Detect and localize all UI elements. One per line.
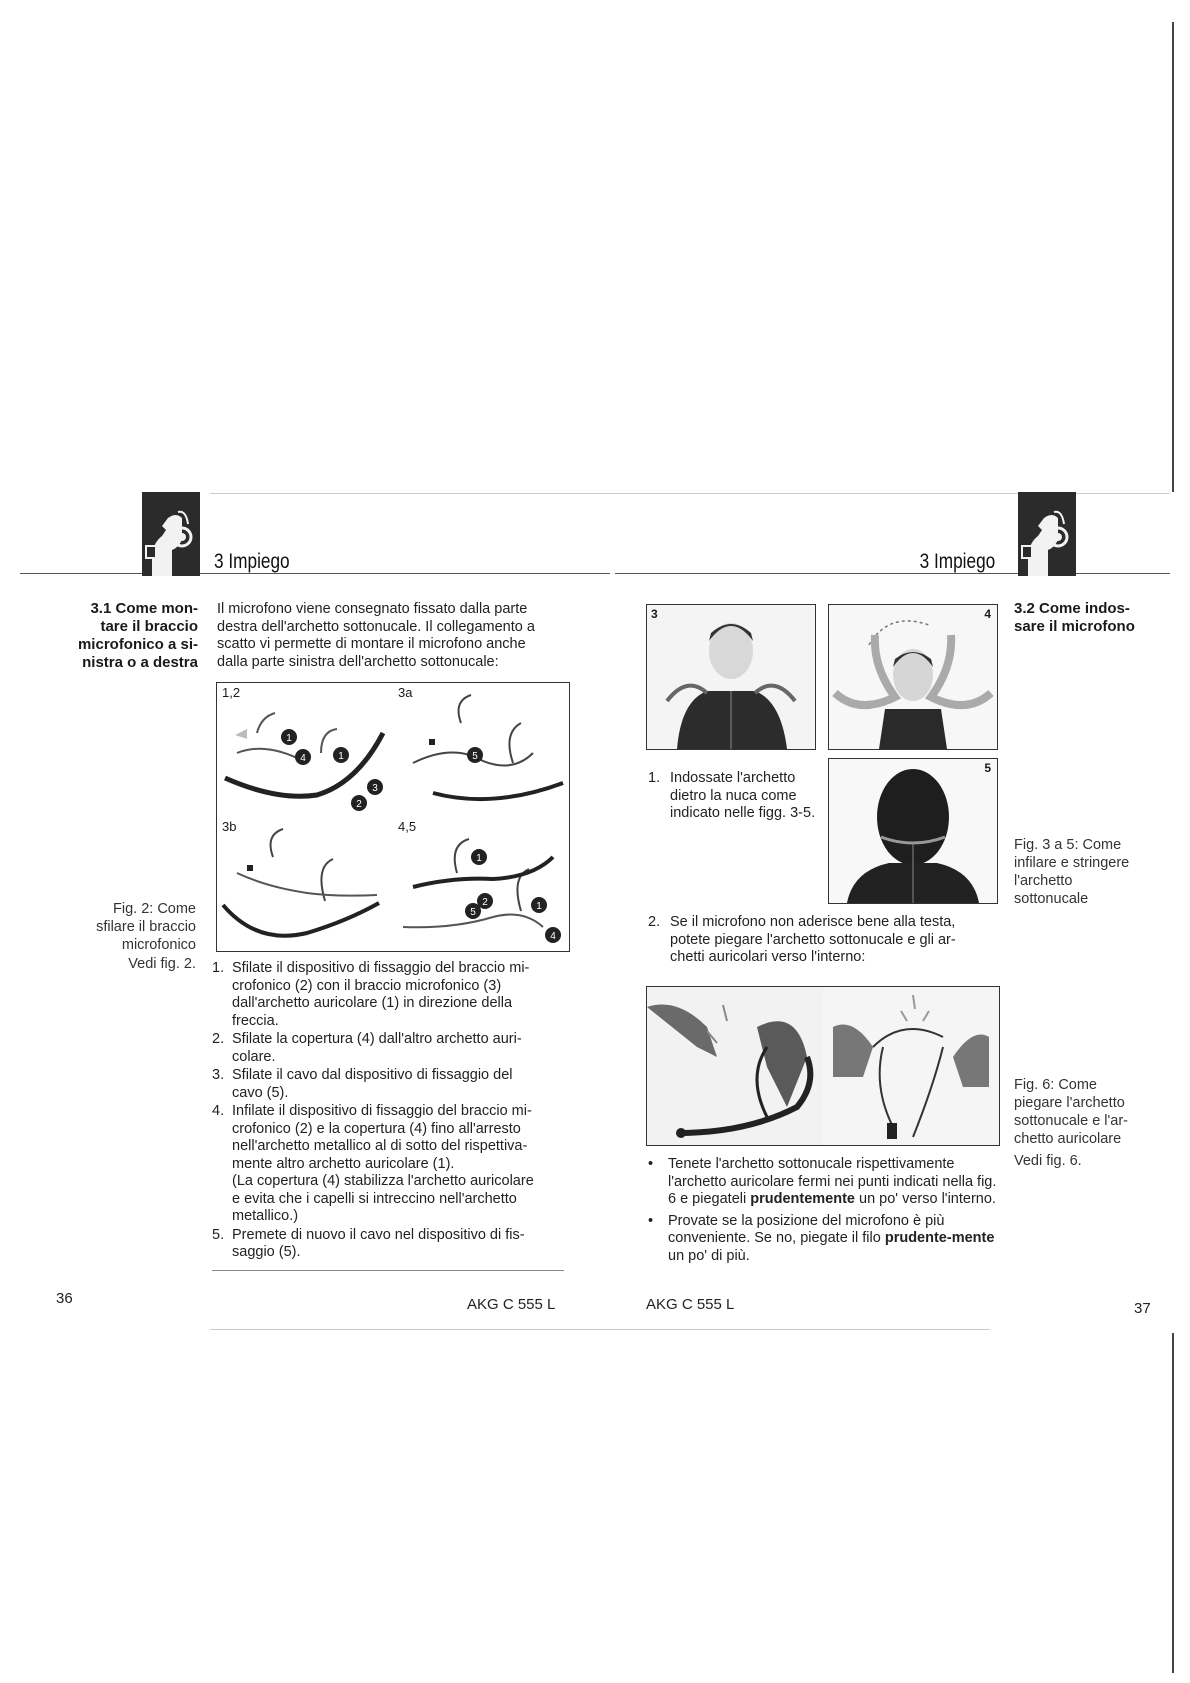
figure-6-left <box>647 987 824 1145</box>
svg-text:5: 5 <box>470 907 476 918</box>
svg-text:1: 1 <box>476 853 482 864</box>
step-3: 3. Sfilate il cavo dal dispositivo di fissaggio del cavo (5). <box>212 1067 513 1101</box>
figure-2-grid <box>216 682 570 952</box>
wear-step-2: 2. Se il microfono non aderisce bene alla testa, potete piegare l'archetto sottonucale e gli ar- chetti auricolari verso l'interno: <box>648 914 956 965</box>
right-edge-rule-bottom <box>1172 1333 1174 1673</box>
section-heading-3-1: 3.1 Come mon- tare il braccio microfonico a si- nistra o a destra <box>77 600 198 671</box>
svg-text:1: 1 <box>338 751 344 762</box>
svg-text:5: 5 <box>472 751 478 762</box>
headband-diagram <box>217 683 393 817</box>
assembly-steps <box>212 960 564 1263</box>
svg-text:1: 1 <box>536 901 542 912</box>
chapter-icon-right <box>1018 492 1076 576</box>
step-1: 1. Sfilate il dispositivo di fissaggio del braccio mi- crofonico (2) con il braccio microfonico (3) dall'archetto auricolare (1) in direzione della freccia. <box>212 960 530 1029</box>
intro-paragraph: Il microfono viene consegnato fissato dalla parte destra dell'archetto sottonucale. Il collegamento a scatto vi permette di montare il microfono anche dalla parte sinistra dell'archetto sottonucale: <box>217 601 535 670</box>
figure-6-caption: Fig. 6: Come piegare l'archetto sottonucale e l'ar- chetto auricolare Vedi fig. 6. <box>1014 1077 1128 1169</box>
svg-text:3: 3 <box>372 783 378 794</box>
section-heading-3-2: 3.2 Come indos- sare il microfono <box>1014 600 1135 635</box>
step-2: 2. Sfilate la copertura (4) dall'altro archetto auri- colare. <box>212 1031 522 1065</box>
svg-text:2: 2 <box>356 799 362 810</box>
svg-text:4: 4 <box>550 931 556 942</box>
headband-back-of-neck-photo <box>829 759 997 903</box>
figure-3-photo: 3 <box>646 604 816 750</box>
step-5: 5. Premete di nuovo il cavo nel dispositivo di fis- saggio (5). <box>212 1226 525 1260</box>
page-number-left: 36 <box>56 1290 73 1307</box>
page-number-right: 37 <box>1134 1300 1151 1317</box>
footer-product-left: AKG C 555 L <box>467 1296 556 1313</box>
step-4: 4. Infilate il dispositivo di fissaggio del braccio mi- crofonico (2) e la copertura (4) fino all'arresto nell'archetto metallico al di sotto del rispettiva- mente altro archetto auricolare (1). (La copertura (4) stabilizza l'archetto auricolare e evita che i capelli si intreccino nell'archetto metallico.) <box>212 1103 534 1224</box>
headband-diagram <box>393 817 569 951</box>
svg-text:2: 2 <box>482 897 488 908</box>
figure-cell-3a: 3a 5 <box>393 683 569 818</box>
figure-6-right <box>823 987 999 1145</box>
chapter-icon-left <box>142 492 200 576</box>
header-rule-right <box>615 573 1170 574</box>
figure-cell-4-5: 4,5 1 2 5 1 4 <box>393 817 569 951</box>
figure-3-5-caption: Fig. 3 a 5: Come infilare e stringere l'archetto sottonucale <box>1014 837 1130 907</box>
bullet-hold-headband: • Tenete l'archetto sottonucale rispettivamente l'archetto auricolare fermi nei punti indicati nella fig. 6 e piegateli prudentemente un po' verso l'interno. <box>644 1156 1000 1209</box>
hands-bending-headband-photo <box>647 987 823 1145</box>
woman-wearing-headband-photo <box>647 605 815 749</box>
svg-text:1: 1 <box>286 733 292 744</box>
figure-4-photo: 4 <box>828 604 998 750</box>
headset-icon <box>1018 492 1076 576</box>
bending-instructions <box>644 1156 1000 1269</box>
figure-cell-1-2: 1,2 1 4 1 3 2 <box>217 683 394 818</box>
figure-2-caption: Fig. 2: Come sfilare il braccio microfonico Vedi fig. 2. <box>96 901 196 972</box>
svg-text:4: 4 <box>300 753 306 764</box>
headband-diagram <box>393 683 569 817</box>
footer-product-right: AKG C 555 L <box>646 1296 735 1313</box>
chapter-title-left: 3 Impiego <box>214 550 290 573</box>
headset-icon <box>142 492 200 576</box>
right-edge-rule-top <box>1172 22 1174 492</box>
bottom-faint-rule <box>210 1329 990 1330</box>
figure-5-photo: 5 <box>828 758 998 904</box>
headband-diagram <box>217 817 393 951</box>
figure-cell-3b: 3b <box>217 817 394 951</box>
figure-6-photo <box>646 986 1000 1146</box>
header-rule-left <box>20 573 610 574</box>
bullet-check-position: • Provate se la posizione del microfono è più conveniente. Se no, piegate il filo prudente-mente un po' di più. <box>644 1213 1000 1266</box>
hands-bending-earpieces-photo <box>823 987 999 1145</box>
steps-end-rule <box>212 1270 564 1271</box>
wear-step-1: 1. Indossate l'archetto dietro la nuca come indicato nelle figg. 3-5. <box>648 770 816 821</box>
woman-adjusting-headband-photo <box>829 605 997 749</box>
chapter-title-right: 3 Impiego <box>919 550 995 573</box>
